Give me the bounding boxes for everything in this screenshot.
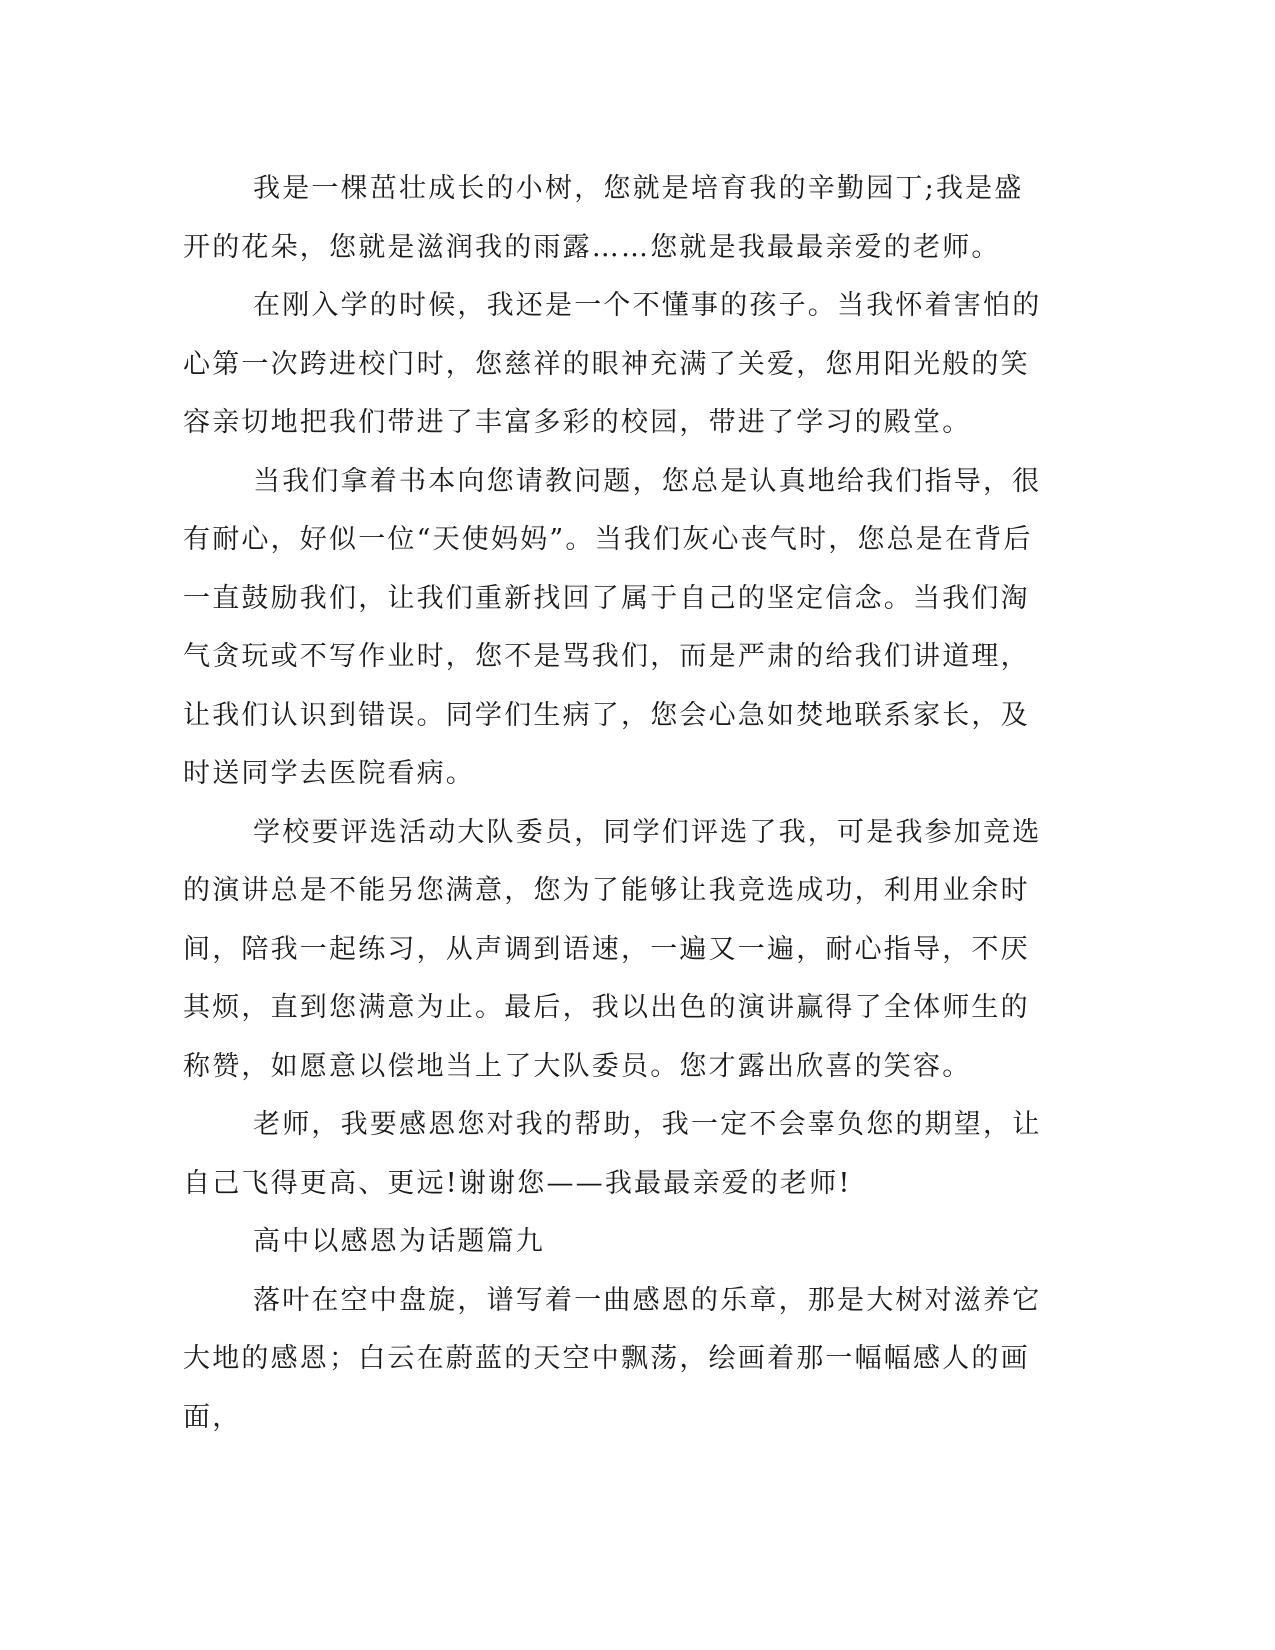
section-heading: 高中以感恩为话题篇九 — [253, 1226, 545, 1257]
paragraph-gratitude: 老师，我要感恩您对我的帮助，我一定不会辜负您的期望，让自己飞得更高、更远!谢谢您——我最最亲爱的老师! — [183, 1109, 1042, 1199]
paragraph-sapling: 我是一棵茁壮成长的小树，您就是培育我的辛勤园丁;我是盛开的花朵，您就是滋润我的雨露……您就是我最最亲爱的老师。 — [183, 173, 1024, 263]
paragraph-first-day: 在刚入学的时候，我还是一个不懂事的孩子。当我怀着害怕的心第一次跨进校门时，您慈祥的眼神充满了关爱，您用阳光般的笑容亲切地把我们带进了丰富多彩的校园，带进了学习的殿堂。 — [183, 290, 1042, 438]
paragraph-patient-guidance: 当我们拿着书本向您请教问题，您总是认真地给我们指导，很有耐心，好似一位“天使妈妈”。当我们灰心丧气时，您总是在背后一直鼓励我们，让我们重新找回了属于自己的坚定信念。当我们淘气贪玩或不写作业时，您不是骂我们，而是严肃的给我们讲道理，让我们认识到错误。同学们生病了，您会心急如焚地联系家长，及时送同学去医院看病。 — [183, 465, 1042, 789]
paragraph-falling-leaves: 落叶在空中盘旋，谱写着一曲感恩的乐章，那是大树对滋养它大地的感恩；白云在蔚蓝的天空中飘荡，绘画着那一幅幅感人的画面， — [183, 1284, 1042, 1433]
paragraph-election-speech: 学校要评选活动大队委员，同学们评选了我，可是我参加竞选的演讲总是不能另您满意，您为了能够让我竞选成功，利用业余时间，陪我一起练习，从声调到语速，一遍又一遍，耐心指导，不厌其烦，直到您满意为止。最后，我以出色的演讲赢得了全体师生的称赞，如愿意以偿地当上了大队委员。您才露出欣喜的笑容。 — [183, 816, 1042, 1082]
essay-body — [183, 160, 1043, 1447]
